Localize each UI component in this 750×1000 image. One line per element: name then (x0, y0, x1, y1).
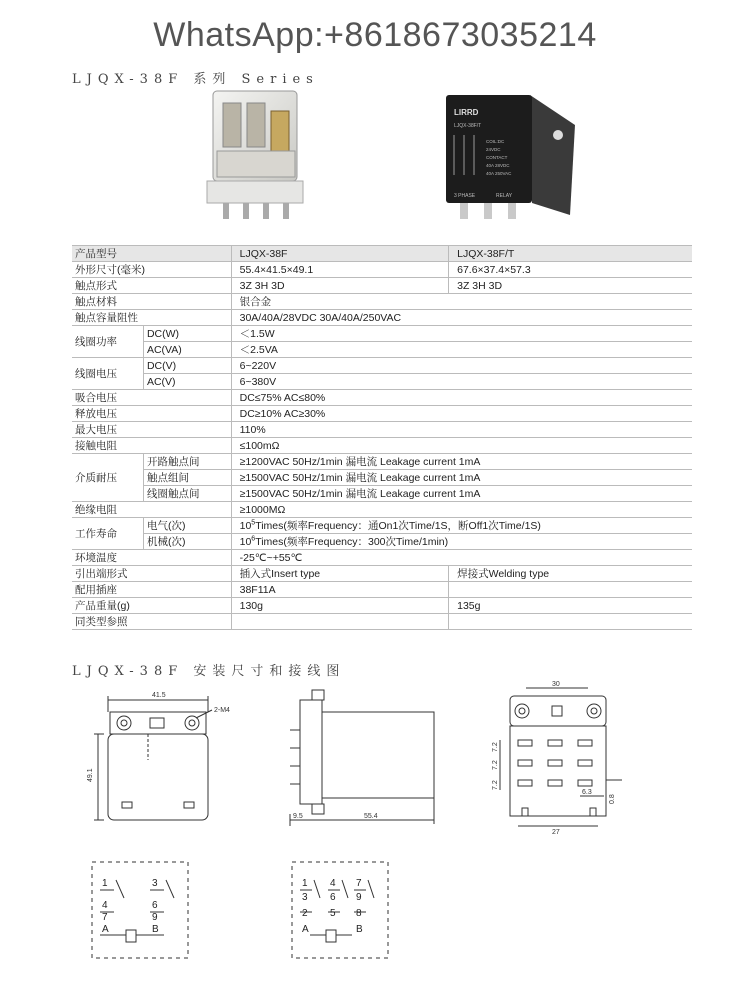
cell-a: $10^6Times$(频率Frequency：300次Time/1min) (231, 534, 692, 550)
row-label: 接触电阻 (72, 438, 231, 454)
row-label: 外形尺寸(毫米) (72, 262, 231, 278)
side-view (290, 690, 434, 826)
dim-bottom-thick: 0.8 (609, 794, 616, 804)
cell-a: ≥1500VAC 50Hz/1min 漏电流 Leakage current 1mA (231, 486, 692, 502)
cell-a: 6~220V (231, 358, 692, 374)
cell-a: 38F11A (231, 582, 449, 598)
drawings-title: LJQX-38F 安装尺寸和接线图 (72, 664, 346, 679)
sub-label: DC(W) (143, 326, 231, 342)
sub-label: 电气(次) (143, 518, 231, 534)
cell-a: ≥1500VAC 50Hz/1min 漏电流 Leakage current 1mA (231, 470, 692, 486)
cell-a: 110% (231, 422, 692, 438)
pin-label: 4 (330, 878, 336, 889)
front-view (94, 696, 212, 820)
cell-b: 焊接式Welding type (449, 566, 692, 582)
cell-a: $10^5Times$(频率Frequency：通On1次Time/1S，断Off1次Time/1S) (231, 518, 692, 534)
dim-bottom-v3: 7.2 (492, 780, 499, 790)
row-label: 产品重量(g) (72, 598, 231, 614)
product-footer-right: RELAY (496, 193, 513, 199)
watermark: WhatsApp:+8618673035214 (153, 16, 597, 54)
pin-label: 4 (102, 900, 108, 911)
cell-a: 插入式Insert type (231, 566, 449, 582)
cell-a: DC≤75% AC≤80% (231, 390, 692, 406)
pin-label: 8 (356, 908, 362, 919)
row-label: 线圈电压 (72, 358, 143, 390)
row-label: 工作寿命 (72, 518, 143, 550)
product-line-1: COIL:DC (486, 139, 505, 144)
dim-side-length: 55.4 (364, 813, 378, 820)
row-label: 绝缘电阻 (72, 502, 231, 518)
dim-bottom-v2: 7.2 (492, 760, 499, 770)
product-line-5: 40A 250VAC (486, 171, 512, 176)
sub-label: 触点组间 (143, 470, 231, 486)
product-footer-left: 3 PHASE (454, 193, 476, 199)
row-label: 产品型号 (72, 246, 231, 262)
row-label: 吸合电压 (72, 390, 231, 406)
cell-a: 银合金 (231, 294, 692, 310)
col-b-header: LJQX-38F/T (449, 246, 692, 262)
cell-a: ＜2.5VA (231, 342, 692, 358)
dim-side-left: 9.5 (293, 813, 303, 820)
cell-b: 3Z 3H 3D (449, 278, 692, 294)
row-label: 线圈功率 (72, 326, 143, 358)
coil-label: B (356, 924, 363, 935)
pin-label: 5 (330, 908, 336, 919)
row-label: 触点容量阻性 (72, 310, 231, 326)
dim-front-width: 41.5 (152, 692, 166, 699)
col-a-header: LJQX-38F (231, 246, 449, 262)
dim-screw: 2-M4 (214, 707, 230, 714)
dim-bottom-top: 30 (552, 681, 560, 688)
sub-label: DC(V) (143, 358, 231, 374)
pin-label: 3 (302, 892, 308, 903)
product-brand: LIRRD (454, 108, 479, 117)
pin-label: 7 (102, 912, 108, 923)
row-label: 释放电压 (72, 406, 231, 422)
cell-a: -25℃~+55℃ (231, 550, 692, 566)
product-model: LJQX-38F/T (454, 123, 482, 129)
cell-b: 135g (449, 598, 692, 614)
wiring-left-lines (100, 880, 174, 942)
product-line-4: 40A 28VDC (486, 163, 510, 168)
row-label: 最大电压 (72, 422, 231, 438)
sub-label: 线圈触点间 (143, 486, 231, 502)
cell-a: 30A/40A/28VDC 30A/40A/250VAC (231, 310, 692, 326)
pin-label: 9 (152, 912, 158, 923)
pin-label: 1 (302, 878, 308, 889)
cell-a: ≥1000MΩ (231, 502, 692, 518)
row-label: 同类型参照 (72, 614, 231, 630)
dim-bottom-v1: 7.2 (492, 742, 499, 752)
cell-a: 6~380V (231, 374, 692, 390)
series-title: LJQX-38F 系列 Series (72, 72, 319, 87)
dim-front-height: 49.1 (87, 768, 94, 782)
cell-a: 55.4×41.5×49.1 (231, 262, 449, 278)
product-line-3: CONTACT (486, 155, 508, 160)
product-line-2: 24VDC (486, 147, 501, 152)
bottom-view (500, 688, 622, 826)
cell-a: 3Z 3H 3D (231, 278, 449, 294)
dim-bottom-width: 27 (552, 829, 560, 836)
cell-a: ≤100mΩ (231, 438, 692, 454)
cell-a: 130g (231, 598, 449, 614)
cell-a: ≥1200VAC 50Hz/1min 漏电流 Leakage current 1mA (231, 454, 692, 470)
sub-label: AC(VA) (143, 342, 231, 358)
cell-a: ＜1.5W (231, 326, 692, 342)
coil-label: A (302, 924, 309, 935)
coil-label: B (152, 924, 159, 935)
row-label: 触点材料 (72, 294, 231, 310)
pin-label: 6 (152, 900, 158, 911)
dim-bottom-pin: 6.3 (582, 789, 592, 796)
pin-label: 7 (356, 878, 362, 889)
coil-label: A (102, 924, 109, 935)
cell-b: 67.6×37.4×57.3 (449, 262, 692, 278)
pin-label: 6 (330, 892, 336, 903)
sub-label: 开路触点间 (143, 454, 231, 470)
pin-label: 9 (356, 892, 362, 903)
row-label: 触点形式 (72, 278, 231, 294)
sub-label: 机械(次) (143, 534, 231, 550)
pin-label: 1 (102, 878, 108, 889)
row-label: 配用插座 (72, 582, 231, 598)
pin-label: 3 (152, 878, 158, 889)
cell-a: DC≥10% AC≥30% (231, 406, 692, 422)
row-label: 引出端形式 (72, 566, 231, 582)
wiring-right-lines (300, 880, 374, 942)
row-label: 介质耐压 (72, 454, 143, 502)
row-label: 环境温度 (72, 550, 231, 566)
sub-label: AC(V) (143, 374, 231, 390)
pin-label: 2 (302, 908, 308, 919)
